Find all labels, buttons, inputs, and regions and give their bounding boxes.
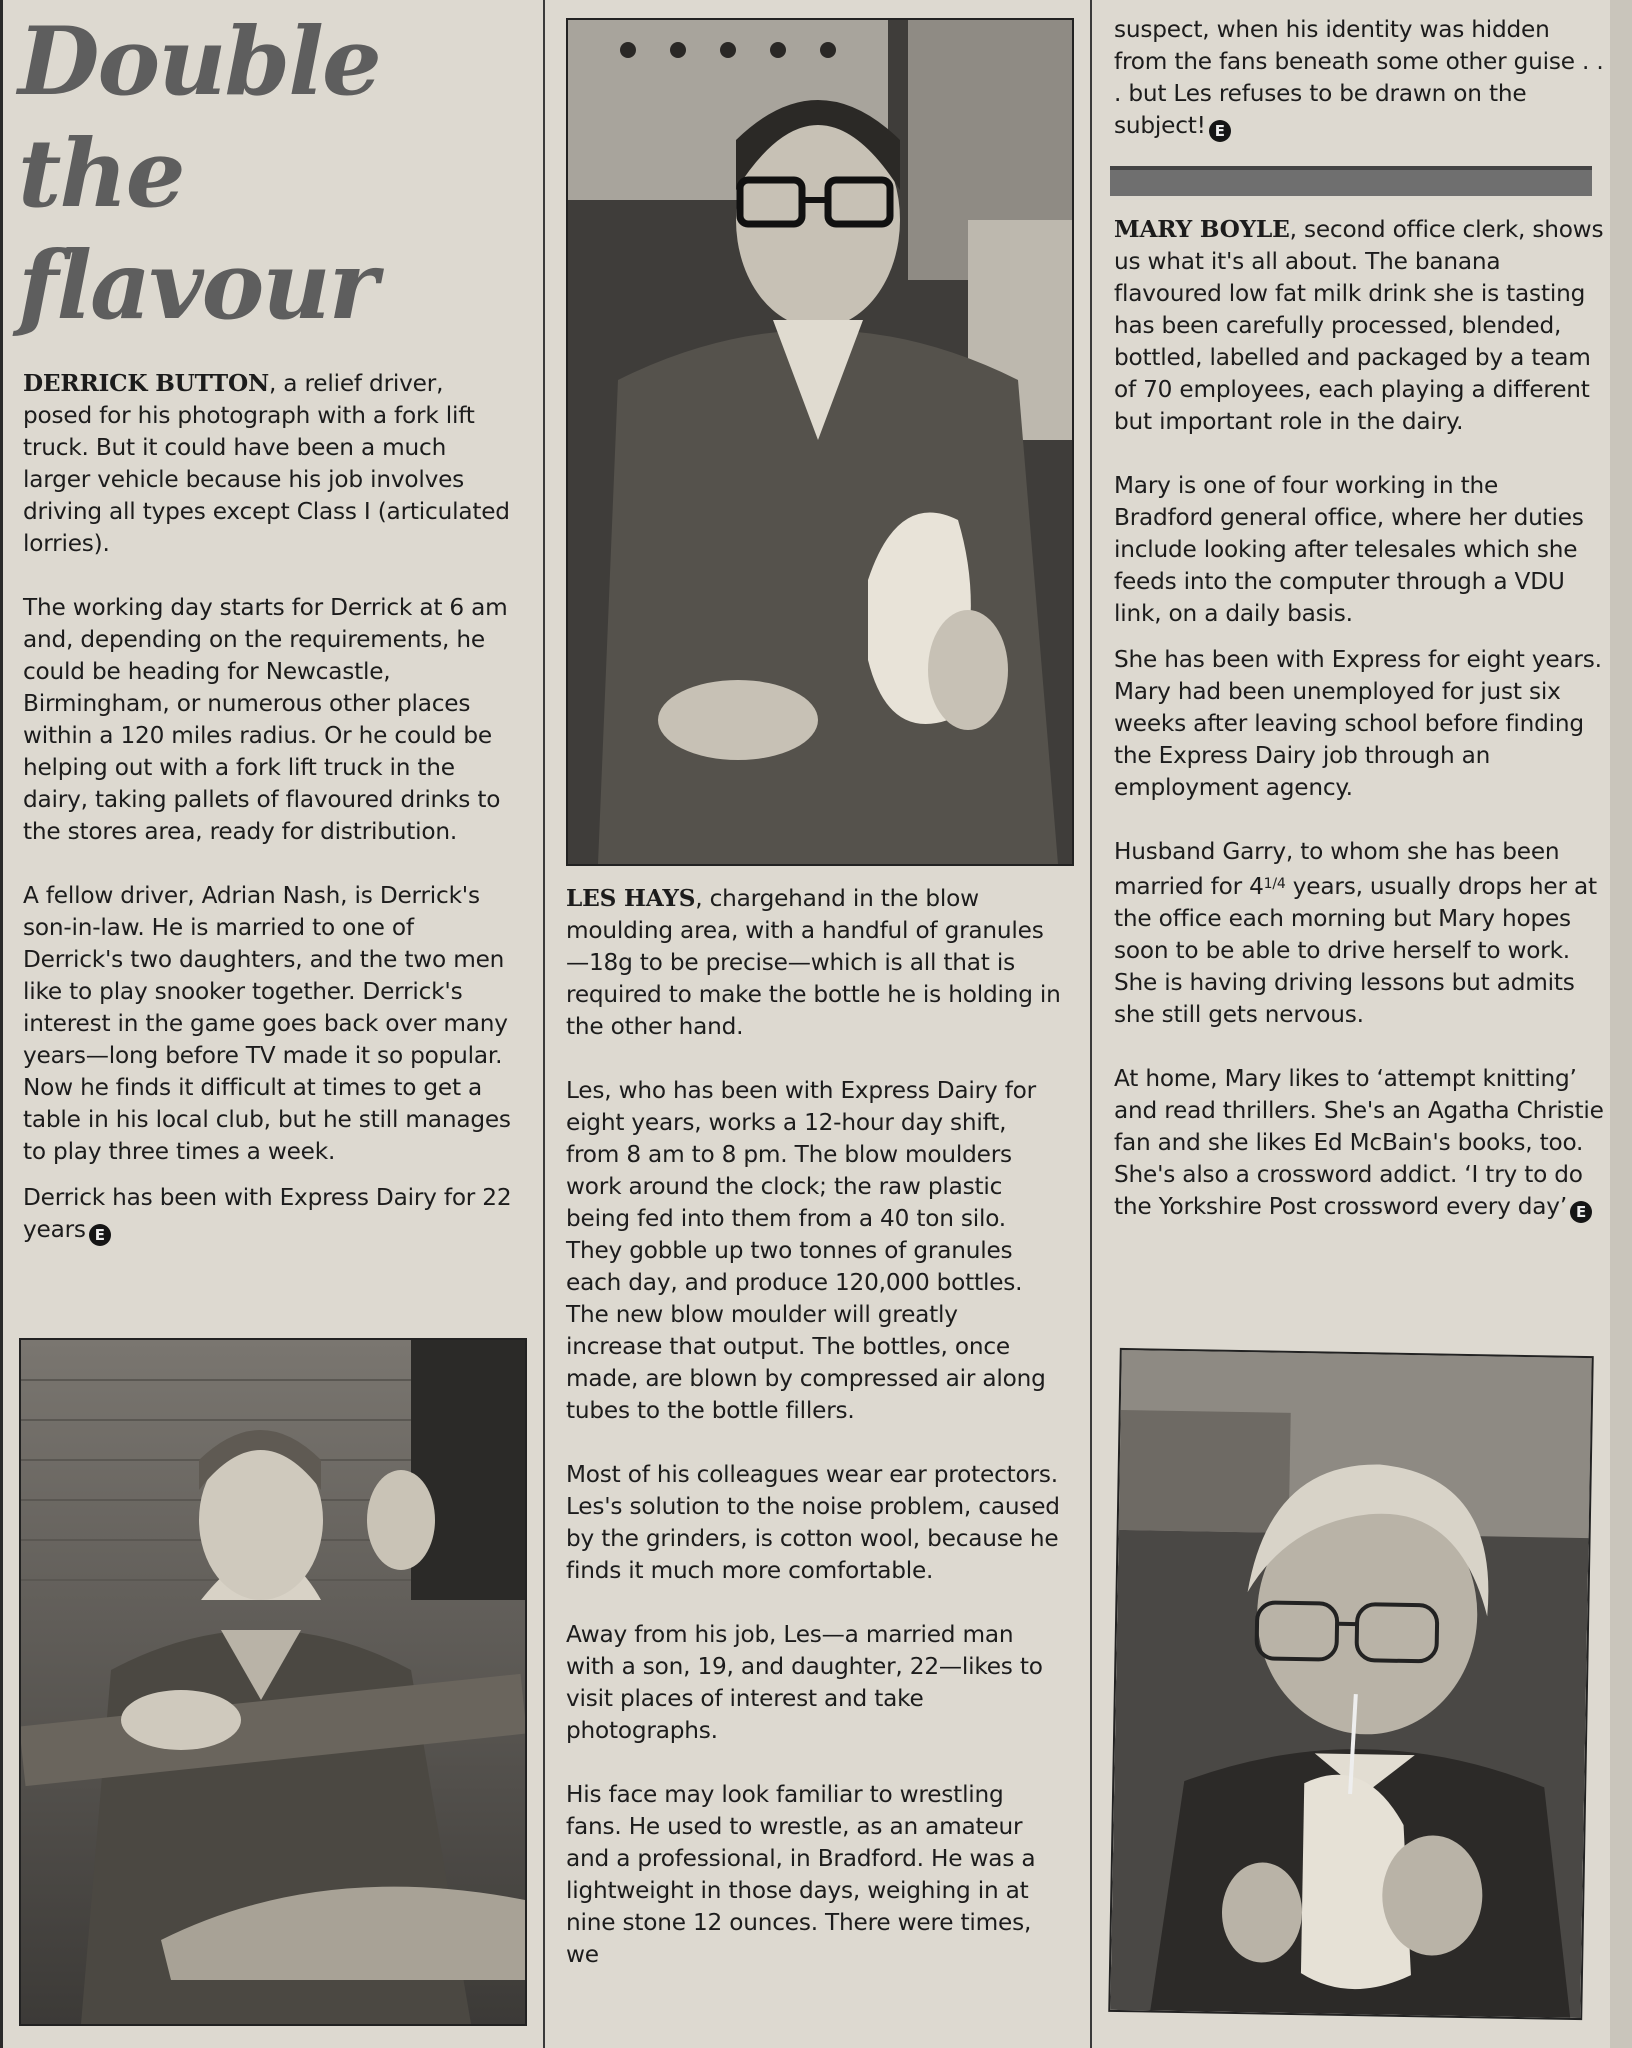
les-name: LES HAYS <box>566 885 696 912</box>
express-logo-icon: E <box>89 1224 111 1246</box>
title-line-2: flavour <box>18 231 377 341</box>
mary-paragraph-2: Mary is one of four working in the Bradford general office, where her duties include looking after telesales which she feeds into the computer through a VDU link, on a daily basis. <box>1114 472 1584 627</box>
express-logo-icon: E <box>1570 1201 1592 1223</box>
les-intro: LES HAYS, chargehand in the blow moulding area, with a handful of granules—18g to be precise—which is all that is required to make the bottle he is holding in the other hand. <box>566 885 1061 1040</box>
les-paragraph-5: His face may look familiar to wrestling fans. He used to wrestle, as an amateur and a professional, in Bradford. He was a lightweight in those days, weighing in at nine stone 12 ounces. There were times, we <box>566 1781 1036 1968</box>
derrick-photo <box>19 1338 527 2026</box>
derrick-paragraph-4: Derrick has been with Express Dairy for 22 years E <box>23 1184 512 1244</box>
derrick-paragraph-2: The working day starts for Derrick at 6 am and, depending on the requirements, he could be heading for Newcastle, Birmingham, or numerous other places within a 120 miles radius. Or he could be helping out with a fork lift truck in the dairy, taking pallets of flavoured drinks to the stores area, ready for distribution. <box>23 594 508 845</box>
derrick-intro: DERRICK BUTTON, a relief driver, posed for his photograph with a fork lift truck. But it could have been a much larger vehicle because his job involves driving all types except Class I (articulated lorries). <box>23 370 510 557</box>
column-1 <box>23 368 513 1278</box>
title-line-1: Double the <box>18 7 380 229</box>
mary-intro: MARY BOYLE, second office clerk, shows us what it's all about. The banana flavoured low fat milk drink she is tasting has been carefully processed, blended, bottled, labelled and packaged by a team of 70 employees, each playing a different but important role in the dairy. <box>1114 216 1604 435</box>
les-paragraph-3: Most of his colleagues wear ear protectors. Les's solution to the noise problem, caused by the grinders, is cotton wool, because he finds it much more comfortable. <box>566 1461 1060 1584</box>
mary-photo <box>1108 1348 1594 2020</box>
derrick-name: DERRICK BUTTON <box>23 370 269 397</box>
fraction: 1/4 <box>1263 876 1286 892</box>
column-rule-2 <box>1090 0 1092 2048</box>
mary-paragraph-5: At home, Mary likes to ‘attempt knitting’ and read thrillers. She's an Agatha Christie fan and she likes Ed McBain's books, too. She's also a crossword addict. ‘I try to do the Yorkshire Post crossword every day’ E <box>1114 1065 1604 1221</box>
express-logo-icon: E <box>1209 120 1231 142</box>
les-paragraph-4: Away from his job, Les—a married man with a son, 19, and daughter, 22—likes to visit places of interest and take photographs. <box>566 1621 1043 1744</box>
column-3 <box>1114 214 1604 1255</box>
column-rule-1 <box>543 0 545 2048</box>
page-left-edge <box>0 0 3 2048</box>
les-paragraph-2: Les, who has been with Express Dairy for eight years, works a 12-hour day shift, from 8 am to 8 pm. The blow moulders work around the clock; the raw plastic being fed into them from a 40 ton silo. They gobble up two tonnes of granules each day, and produce 120,000 bottles. The new blow moulder will greatly increase that output. The bottles, once made, are blown by compressed air along tubes to the bottle fillers. <box>566 1077 1046 1424</box>
column-2 <box>566 883 1061 2003</box>
mary-name: MARY BOYLE <box>1114 216 1290 243</box>
les-paragraph-6: suspect, when his identity was hidden from the fans beneath some other guise . . . but Les refuses to be drawn on the subject! E <box>1114 16 1604 140</box>
article-title <box>18 6 538 342</box>
derrick-paragraph-3: A fellow driver, Adrian Nash, is Derrick's son-in-law. He is married to one of Derrick's two daughters, and the two men like to play snooker together. Derrick's interest in the game goes back over many years—long before TV made it so popular. Now he finds it difficult at times to get a table in his local club, but he still manages to play three times a week. <box>23 882 511 1165</box>
les-photo <box>566 18 1074 866</box>
section-divider-bar <box>1110 166 1592 196</box>
mary-paragraph-4: Husband Garry, to whom she has been married for $4^{1/4}$ years, usually drops her at the office each morning but Mary hopes soon to be able to drive herself to work. She is having driving lessons but admits she still gets nervous. <box>1114 838 1597 1028</box>
mary-paragraph-3: She has been with Express for eight years. Mary had been unemployed for just six weeks after leaving school before finding the Express Dairy job through an employment agency. <box>1114 646 1602 801</box>
next-page-bleed <box>1610 0 1632 2048</box>
column-3-top <box>1114 14 1604 174</box>
